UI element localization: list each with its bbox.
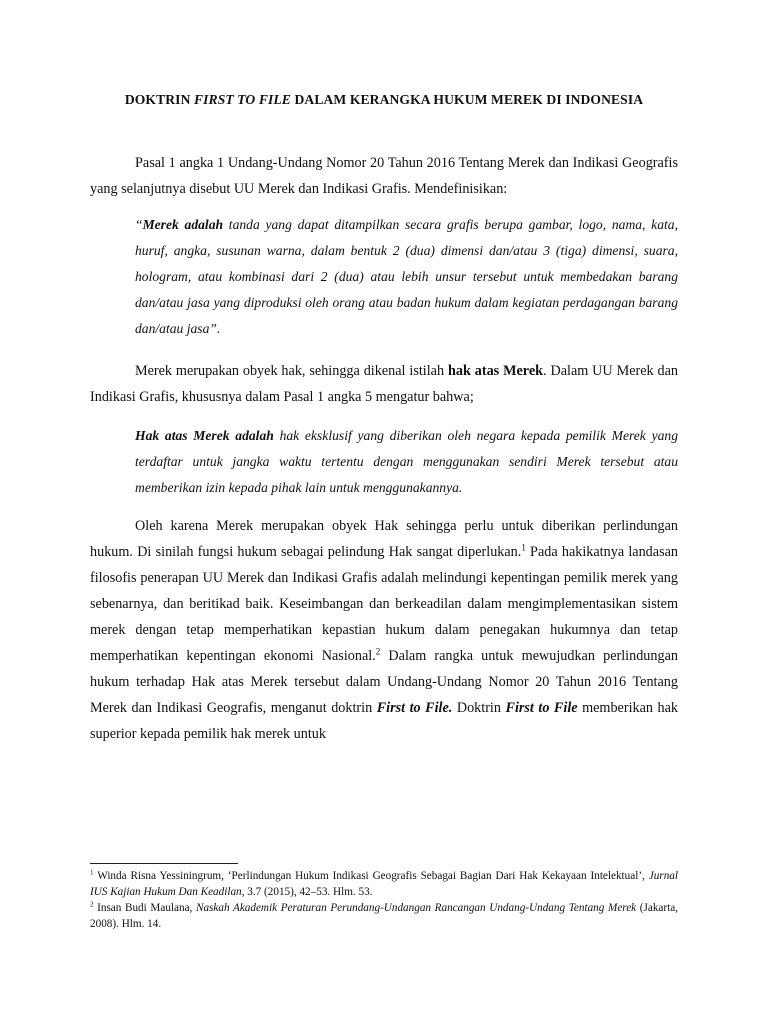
document-title: DOKTRIN FIRST TO FILE DALAM KERANGKA HUKUM MEREK DI INDONESIA — [124, 92, 644, 107]
footnote-ref-2[interactable]: 2 — [375, 646, 381, 657]
paragraph-1: Pasal 1 angka 1 Undang-Undang Nomor 20 Tahun 2016 Tentang Merek dan Indikasi Geografis yang selanjutnya disebut UU Merek dan Indikasi Grafis. Mendefinisikan: — [90, 155, 678, 197]
footnote-1: $^1$ Winda Risna Yessiningrum, ‘Perlindungan Hukum Indikasi Geografis Sebagai Bagian Dari Hak Kekayaan Intelektual’, Jurnal IUS Kajian Hukum Dan Keadilan, 3.7 (2015), 42–53. Hlm. 53. — [90, 868, 678, 898]
quote-bold-term: Merek adalah — [142, 217, 224, 232]
quote-definition-hak-atas-merek: Hak atas Merek adalah hak eksklusif yang diberikan oleh negara kepada pemilik Merek yang terdaftar untuk jangka waktu tertentu dengan menggunakan sendiri Merek tersebut atau memberikan izin kepada pihak lain untuk menggunakannya. — [135, 428, 678, 495]
quote-definition-merek: “Merek adalah tanda yang dapat ditampilkan secara grafis berupa gambar, logo, nama, kata, huruf, angka, susunan warna, dalam bentuk 2 (dua) dimensi dan/atau 3 (tiga) dimensi, suara, hologram, atau kombinasi dari 2 (dua) atau lebih unsur tersebut untuk membedakan barang dan/atau jasa yang diproduksi oleh orang atau badan hukum dalam kegiatan perdagangan barang dan/atau jasa”. — [135, 217, 678, 336]
footnotes — [90, 868, 678, 932]
footnote-2: $^2$ Insan Budi Maulana, Naskah Akademik Peraturan Perundang-Undangan Rancangan Undang-Undang Tentang Merek (Jakarta, 2008). Hlm. 14. — [90, 900, 678, 930]
paragraph-3: Oleh karena Merek merupakan obyek Hak sehingga perlu untuk diberikan perlindungan hukum. Di sinilah fungsi hukum sebagai pelindung Hak sangat diperlukan.$^1$ Pada hakikatnya landasan filosofis penerapan UU Merek dan Indikasi Grafis adalah melindungi kepentingan pemilik merek yang sebenarnya, dan beritikad baik. Keseimbangan dan berkeadilan dalam mengimplementasikan sistem merek dengan tetap memperhatikan kepastian hukum dalam penegakan hukumnya dan tetap memperhatikan kepentingan ekonomi Nasional.$^2$ Dalam rangka untuk mewujudkan perlindungan hukum terhadap Hak atas Merek tersebut dalam Undang-Undang Nomor 20 Tahun 2016 Tentang Merek dan Indikasi Geografis, menganut doktrin First to File. Doktrin First to File memberikan hak superior kepada pemilik hak merek untuk — [90, 518, 678, 742]
bold-term-hak-atas-merek: hak atas Merek — [447, 363, 544, 379]
footnote-ref-1[interactable]: 1 — [521, 542, 526, 553]
footnote-divider — [90, 863, 238, 864]
title-italic: FIRST TO FILE — [193, 92, 291, 107]
paragraph-2: Merek merupakan obyek hak, sehingga dikenal istilah hak atas Merek. Dalam UU Merek dan Indikasi Grafis, khususnya dalam Pasal 1 angka 5 mengatur bahwa; — [90, 363, 678, 405]
bold-italic-first-to-file: First to File. — [376, 700, 453, 716]
quote-bold-term: Hak atas Merek adalah — [135, 428, 274, 443]
bold-italic-first-to-file: First to File — [505, 700, 578, 716]
